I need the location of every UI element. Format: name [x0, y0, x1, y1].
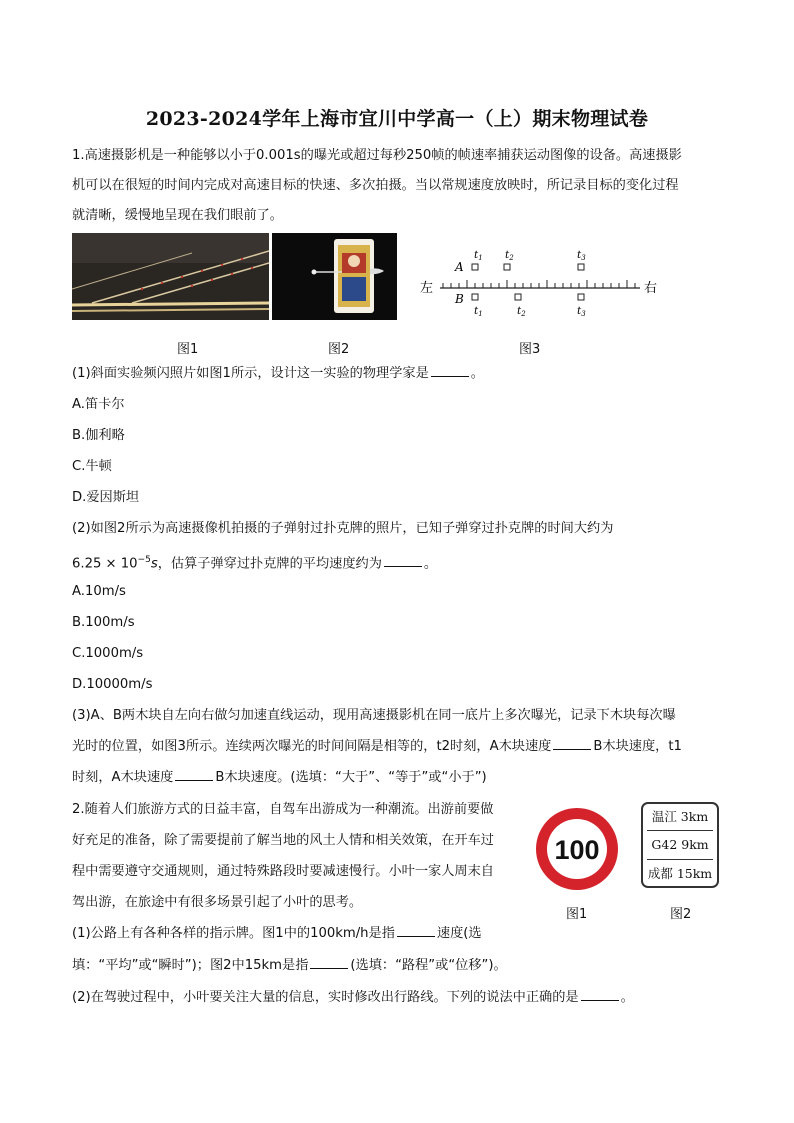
- answer-blank[interactable]: [310, 956, 348, 969]
- figure-1-caption: 图1: [177, 342, 199, 357]
- q2-figure-1-caption: 图1: [566, 907, 588, 922]
- q2-stem-line-1: 2.随着人们旅游方式的日益丰富，自驾车出游成为一种潮流。出游前要做: [72, 802, 494, 817]
- q1-sub2-option-a: A.10m/s: [72, 584, 126, 599]
- answer-blank[interactable]: [581, 988, 619, 1001]
- svg-text:t1: t1: [474, 305, 483, 318]
- q1-sub1-option-b: B.伽利略: [72, 428, 125, 443]
- row-a-label: A: [455, 260, 464, 274]
- figure-2-bullet-card-photo: [272, 233, 397, 320]
- q1-sub3-line-2: 光时的位置，如图3所示。连续两次曝光的时间间隔是相等的，t2时刻，A木块速度 B木块速度，t1: [72, 739, 682, 754]
- q2-sub1-line-2: 填：“平均”或“瞬时”)；图2中15km是指 (选填：“路程”或“位移”)。: [72, 958, 507, 973]
- q1-sub2-option-d: D.10000m/s: [72, 677, 153, 692]
- row-b-label: B: [455, 292, 464, 306]
- q1-stem-line-3: 就清晰，缓慢地呈现在我们眼前了。: [72, 208, 283, 223]
- answer-blank[interactable]: [397, 924, 435, 937]
- q1-sub1-option-c: C.牛顿: [72, 459, 112, 474]
- figure-3-left-label: 左: [420, 281, 434, 296]
- figure-3-caption: 图3: [519, 342, 541, 357]
- svg-text:t2: t2: [505, 249, 514, 262]
- distance-row-2: G42 9km: [651, 837, 709, 852]
- q1-stem-line-2: 机可以在很短的时间内完成对高速目标的快速、多次拍摄。当以常规速度放映时，所记录目标的变化过程: [72, 178, 679, 193]
- q2-stem-line-2: 好充足的准备，除了需要提前了解当地的风土人情和相关效策，在开车过: [72, 833, 494, 848]
- answer-blank[interactable]: [553, 737, 591, 750]
- figure-2-caption: 图2: [328, 342, 350, 357]
- distance-sign: [641, 802, 719, 888]
- page-title: 2023-2024学年上海市宜川中学高一（上）期末物理试卷: [145, 108, 649, 130]
- q1-sub2-option-b: B.100m/s: [72, 615, 135, 630]
- q1-sub1-option-d: D.爱因斯坦: [72, 490, 140, 505]
- distance-row-3: 成都 15km: [647, 866, 713, 881]
- figure-3-position-diagram: [418, 240, 663, 322]
- figure-1-strobe-photo: [72, 233, 269, 320]
- q2-sub1-line-1: (1)公路上有各种各样的指示牌。图1中的100km/h是指 速度(选: [72, 926, 482, 941]
- answer-blank[interactable]: [431, 364, 469, 377]
- svg-text:t2: t2: [517, 305, 526, 318]
- q1-sub3-line-1: (3)A、B两木块自左向右做匀加速直线运动，现用高速摄影机在同一底片上多次曝光，记录下木块每次曝: [72, 708, 676, 723]
- q2-figure-2-caption: 图2: [670, 907, 692, 922]
- answer-blank[interactable]: [175, 768, 213, 781]
- speed-limit-sign: [534, 806, 620, 892]
- q1-sub3-line-3: 时刻，A木块速度 B木块速度。(选填：“大于”、“等于”或“小于”): [72, 770, 487, 785]
- svg-text:t3: t3: [577, 305, 586, 318]
- svg-text:t1: t1: [474, 249, 483, 262]
- q1-stem-line-1: 1.高速摄影机是一种能够以小于0.001s的曝光或超过每秒250帧的帧速率捕获运动图像的设备。高速摄影: [72, 148, 682, 163]
- q1-sub2-stem-line-2: $6.25 \times 10^{-5}s$，估算子弹穿过扑克牌的平均速度约为 。: [72, 555, 438, 572]
- speed-limit-value: 100: [554, 835, 600, 865]
- figure-3-right-label: 右: [644, 281, 658, 296]
- q2-sub2-stem: (2)在驾驶过程中，小叶要关注大量的信息，实时修改出行路线。下列的说法中正确的是 。: [72, 990, 634, 1005]
- distance-row-1: 温江 3km: [651, 809, 709, 824]
- svg-text:t3: t3: [577, 249, 586, 262]
- q1-sub1-stem: (1)斜面实验频闪照片如图1所示，设计这一实验的物理学家是 。: [72, 366, 484, 381]
- answer-blank[interactable]: [384, 554, 422, 567]
- q1-sub1-option-a: A.笛卡尔: [72, 397, 125, 412]
- q2-stem-line-4: 驾出游，在旅途中有很多场景引起了小叶的思考。: [72, 895, 363, 910]
- q2-stem-line-3: 程中需要遵守交通规则，通过特殊路段时要减速慢行。小叶一家人周末自: [72, 864, 494, 879]
- q1-sub2-stem-line-1: (2)如图2所示为高速摄像机拍摄的子弹射过扑克牌的照片，已知子弹穿过扑克牌的时间大约为: [72, 521, 614, 536]
- q1-sub2-option-c: C.1000m/s: [72, 646, 144, 661]
